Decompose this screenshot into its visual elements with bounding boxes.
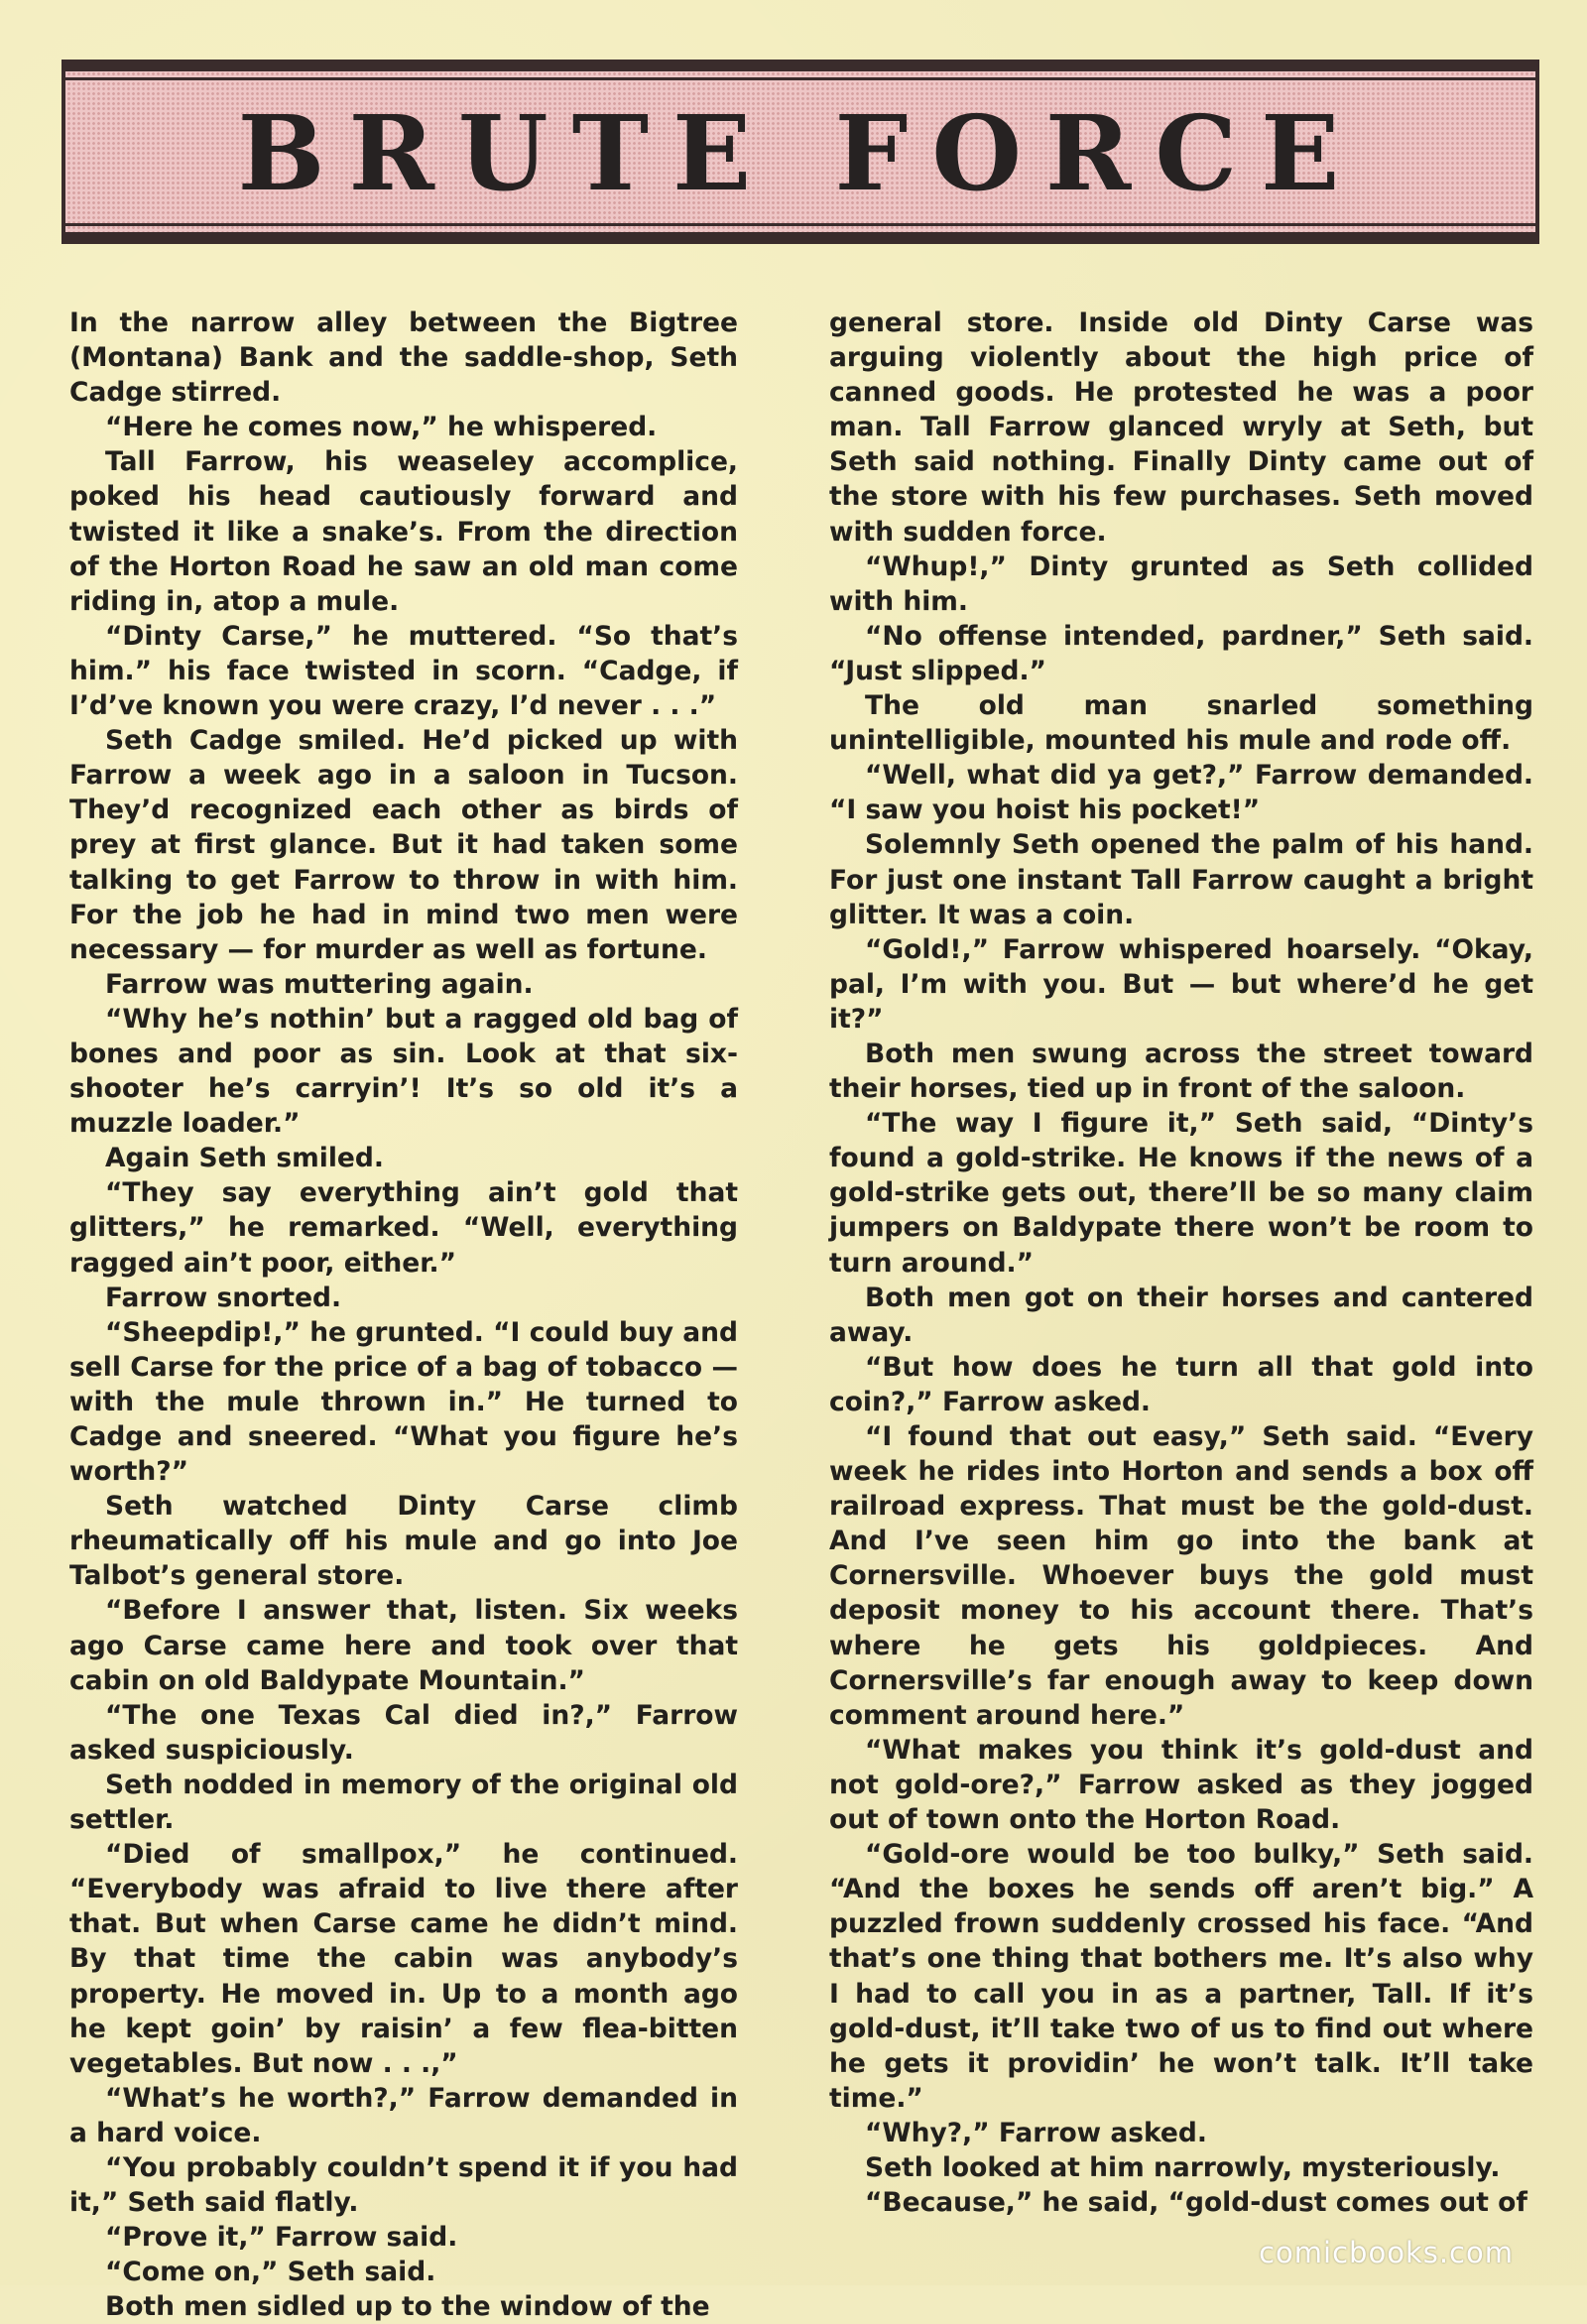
paragraph: “What makes you think it’s gold-dust and not gold-ore?,” Farrow asked as they jogged out of town onto the Horton Road. [829, 1734, 1533, 1836]
paragraph: “Before I answer that, listen. Six weeks ago Carse came here and took over that cabin on old Baldypate Mountain.” [69, 1595, 738, 1696]
paragraph: “No offense intended, pardner,” Seth said. “Just slipped.” [829, 620, 1533, 686]
text-column-right [829, 306, 1533, 2220]
paragraph: “Sheepdip!,” he grunted. “I could buy and sell Carse for the price of a bag of tobacco — with the mule thrown in.” He turned to Cadge and sneered. “What you figure he’s worth?” [69, 1316, 738, 1488]
paragraph: Seth nodded in memory of the original old settler. [69, 1769, 738, 1836]
paragraph: Both men got on their horses and cantered away. [829, 1282, 1533, 1348]
title-banner [61, 60, 1539, 244]
paragraph: “But how does he turn all that gold into coin?,” Farrow asked. [829, 1351, 1533, 1417]
text-column-left [69, 306, 738, 2324]
paragraph: Again Seth smiled. [105, 1143, 384, 1174]
paragraph: “Dinty Carse,” he muttered. “So that’s him.” his face twisted in scorn. “Cadge, if I’d’ve known you were crazy, I’d never . . .” [69, 620, 738, 722]
paragraph: Tall Farrow, his weaseley accomplice, poked his head cautiously forward and twisted it like a snake’s. From the direction of the Horton Road he saw an old man come riding in, atop a mule. [69, 446, 738, 617]
paragraph: Both men swung across the street toward their horses, tied up in front of the saloon. [829, 1038, 1533, 1105]
paragraph: “Well, what did ya get?,” Farrow demanded. “I saw you hoist his pocket!” [829, 760, 1533, 826]
paragraph: “What’s he worth?,” Farrow demanded in a hard voice. [69, 2082, 738, 2148]
paragraph: Seth watched Dinty Carse climb rheumatically off his mule and go into Joe Talbot’s general store. [69, 1491, 738, 1592]
paragraph: “Because,” he said, “gold-dust comes out of [865, 2187, 1527, 2219]
paragraph: The old man snarled something unintelligible, mounted his mule and rode off. [829, 690, 1533, 757]
story-title: BRUTE FORCE [237, 92, 1364, 214]
paragraph: general store. Inside old Dinty Carse was arguing violently about the high price of canned goods. He protested he was a poor man. Tall Farrow glanced wryly at Seth, but Seth said nothing. Finally Dinty came out of the store with his few purchases. Seth moved with sudden force. [829, 307, 1533, 548]
paragraph: “Whup!,” Dinty grunted as Seth collided with him. [829, 550, 1533, 617]
watermark: comicbooks.com [1259, 2236, 1514, 2269]
paragraph: “Gold!,” Farrow whispered hoarsely. “Okay, pal, I’m with you. But — but where’d he get it?” [829, 933, 1533, 1035]
paragraph: Both men sidled up to the window of the [105, 2291, 710, 2323]
paragraph: Solemnly Seth opened the palm of his hand. For just one instant Tall Farrow caught a bright glitter. It was a coin. [829, 829, 1533, 930]
paragraph: In the narrow alley between the Bigtree (Montana) Bank and the saddle-shop, Seth Cadge stirred. [69, 307, 738, 409]
paragraph: Farrow was muttering again. [105, 968, 534, 1000]
paragraph: “Why he’s nothin’ but a ragged old bag of bones and poor as sin. Look at that six-shooter he’s carryin’! It’s so old it’s a muzzle loader.” [69, 1003, 738, 1140]
paragraph: “Here he comes now,” he whispered. [105, 412, 658, 443]
paragraph: “The way I figure it,” Seth said, “Dinty’s found a gold-strike. He knows if the news of a gold-strike gets out, there’ll be so many claim jumpers on Baldypate there won’t be room to turn around.” [829, 1108, 1533, 1279]
paragraph: “Died of smallpox,” he continued. “Everybody was afraid to live there after that. But when Carse came he didn’t mind. By that time the cabin was anybody’s property. He moved in. Up to a month ago he kept goin’ by raisin’ a few flea-bitten vegetables. But now . . .,” [69, 1839, 738, 2079]
paragraph: “I found that out easy,” Seth said. “Every week he rides into Horton and sends a box off railroad express. That must be the gold-dust. And I’ve seen him go into the bank at Cornersville. Whoever buys the gold must deposit money to his account there. That’s where he gets his goldpieces. And Cornersville’s far enough away to keep down comment around here.” [829, 1421, 1533, 1731]
paragraph: Seth Cadge smiled. He’d picked up with Farrow a week ago in a saloon in Tucson. They’d recognized each other as birds of prey at first glance. But it had taken some talking to get Farrow to throw in with him. For the job he had in mind two men were necessary — for murder as well as fortune. [69, 725, 738, 965]
paragraph: “Come on,” Seth said. [105, 2257, 436, 2288]
paragraph: “Prove it,” Farrow said. [105, 2222, 458, 2254]
paragraph: “You probably couldn’t spend it if you had it,” Seth said flatly. [69, 2151, 738, 2219]
paragraph: Farrow snorted. [105, 1282, 342, 1313]
paragraph: “They say everything ain’t gold that glitters,” he remarked. “Well, everything ragged ain’t poor, either.” [69, 1177, 738, 1279]
paragraph: “Gold-ore would be too bulky,” Seth said. “And the boxes he sends off aren’t big.” A puzzled frown suddenly crossed his face. “And that’s one thing that bothers me. It’s also why I had to call you in as a partner, Tall. If it’s gold-dust, it’ll take two of us to find out where he gets it providin’ he won’t talk. It’ll take time.” [829, 1839, 1533, 2114]
paragraph: “Why?,” Farrow asked. [865, 2117, 1207, 2148]
paragraph: “The one Texas Cal died in?,” Farrow asked suspiciously. [69, 1699, 738, 1766]
paragraph: Seth looked at him narrowly, mysteriously. [865, 2151, 1501, 2183]
